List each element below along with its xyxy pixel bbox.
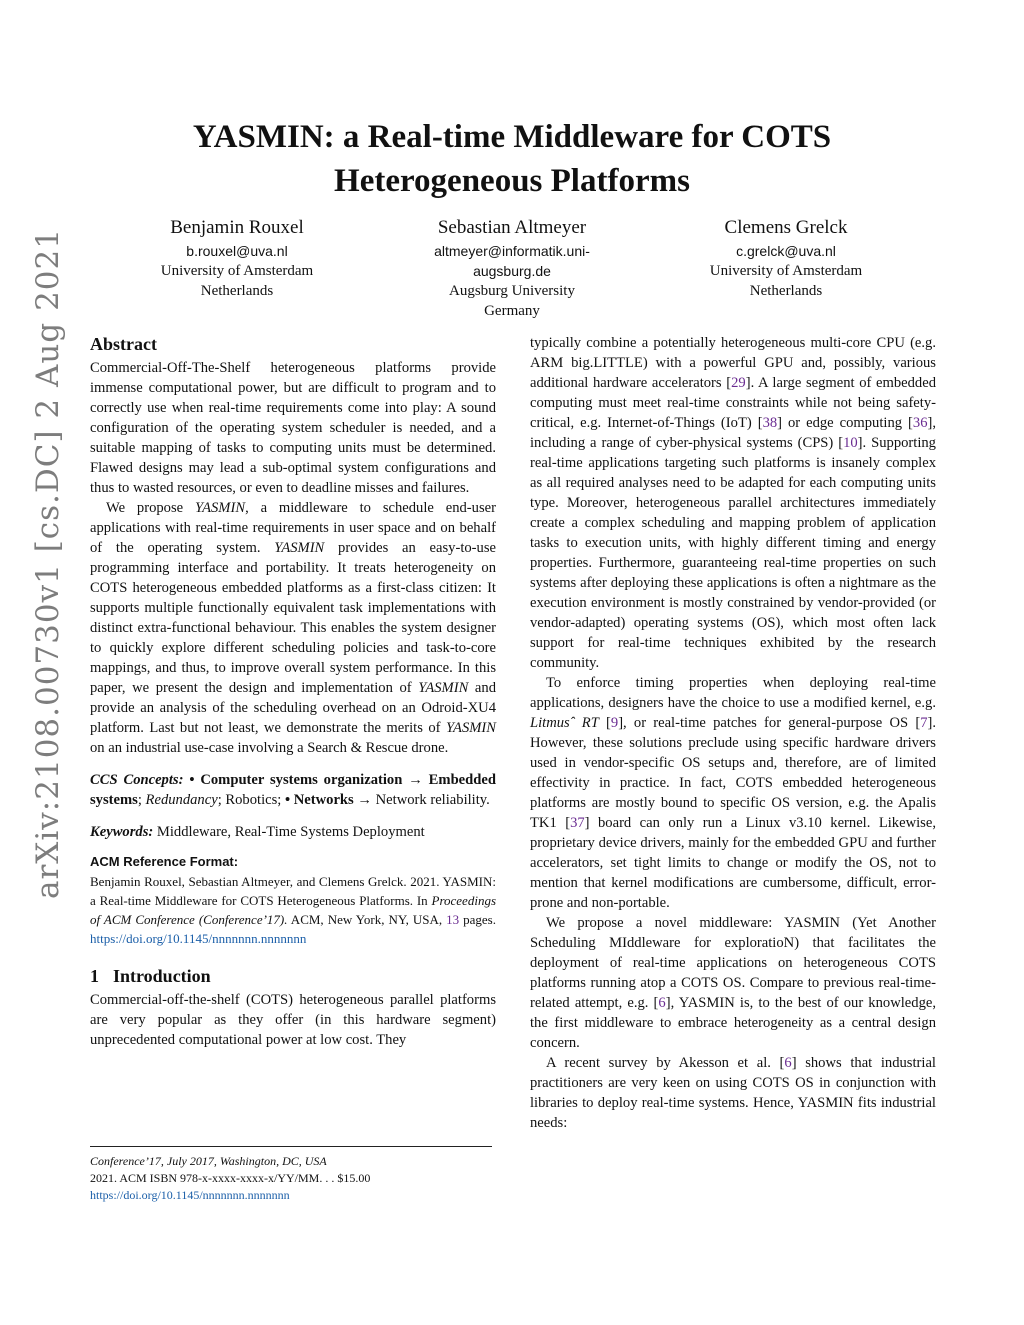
author-country: Germany [484, 303, 540, 319]
acm-reference-heading: ACM Reference Format: [90, 854, 239, 869]
footnote-doi-link[interactable]: https://doi.org/10.1145/nnnnnnn.nnnnnnn [90, 1188, 290, 1202]
citation-link[interactable]: 29 [731, 375, 746, 391]
author-affiliation: Augsburg University [449, 283, 575, 299]
abstract-heading: Abstract [90, 334, 157, 354]
author-name: Benjamin Rouxel [170, 217, 304, 238]
intro-paragraph-1-right: typically combine a potentially heterogeneous multi-core CPU (e.g. ARM big.LITTLE) with a powerful GPU and, possibly, various additional hardware accelerators [29]. A large segment of embedded computing must meet real-time constraints while not being safety-critical, e.g. Internet-of-Things (IoT) [38] or edge computing [36], including a range of cyber-physical systems (CPS) [10]. Supporting real-time applications targeting such platforms is insanely complex as all required analyses need to be adapted for each computing units type. Moreover, heterogeneous parallel architectures immediately create a complex scheduling and mapping problem of application tasks to execution units, with highly different timing and energy properties. Furthermore, guaranteeing real-time properties on such systems after deploying these applications is often a nightmare as the execution environment is mostly constrained by vendor-provided (or vendor-adapted) operating systems (OS), which most often lack support for real-time techniques exhibited by the research community. [530, 335, 937, 671]
arxiv-stamp-text: arXiv:2108.00730v1 [cs.DC] 2 Aug 2021 [30, 228, 66, 899]
author-3 [671, 216, 901, 301]
author-1 [122, 216, 352, 301]
intro-paragraph-2: To enforce timing properties when deploying real-time applications, designers have the choice to use a modified kernel, e.g. Litmusˆ RT [9], or real-time patches for general-purpose OS [7]. However, these solutions preclude using specific hardware drivers used in vendor-specific OS setups and, therefore, are of limited effectivity in practice. In fact, COTS embedded heterogeneous platforms are mostly bound to specific OS version, e.g. the Apalis TK1 [37] board can only run a Linux v3.10 kernel. Likewise, proprietary device drivers, mainly for the embedded GPU and further accelerators, set tight limits to change or modify the OS, not to mention that kernel modifications are cumbersome, difficult, error-prone and non-portable. [530, 675, 936, 911]
citation-link[interactable]: 6 [784, 1055, 792, 1071]
citation-link[interactable]: 6 [658, 995, 666, 1011]
author-country: Netherlands [200, 283, 274, 299]
paper-title: YASMIN: a Real-time Middleware for COTS Heterogeneous Platforms [192, 119, 832, 199]
author-2 [400, 216, 624, 321]
author-affiliation: University of Amsterdam [160, 263, 314, 279]
author-name: Sebastian Altmeyer [437, 217, 587, 238]
intro-paragraph-1-left: Commercial-off-the-shelf (COTS) heterogeneous parallel platforms are very popular as they offer (in this hardware segment) unprecedented computational power at low cost. They [90, 992, 496, 1048]
intro-paragraph-4: A recent survey by Akesson et al. [6] shows that industrial practitioners are very keen on using COTS OS in conjunction with libraries to deploy real-time systems. Hence, YASMIN fits industrial needs: [530, 1055, 936, 1131]
footnote-venue: Conference’17, July 2017, Washington, DC, USA [90, 1154, 327, 1168]
author-country: Netherlands [749, 283, 823, 299]
citation-link[interactable]: 37 [570, 815, 585, 831]
citation-link[interactable]: 38 [762, 415, 778, 431]
citation-link[interactable]: 7 [920, 715, 928, 731]
author-affiliation: University of Amsterdam [709, 263, 863, 279]
intro-paragraph-3: We propose a novel middleware: YASMIN (Yet Another Scheduling MIddleware for exploratioN) that facilitates the deployment of real-time applications on heterogeneous COTS platforms running atop a COTS OS. Compare to previous real-time-related attempt, e.g. [6], YASMIN is, to the best of our knowledge, the first middleware to embrace heterogeneity as a central design concern. [530, 915, 936, 1051]
author-email: altmeyer@informatik.uni-augsburg.de [434, 243, 590, 279]
citation-link[interactable]: 10 [843, 435, 858, 451]
acm-doi-link[interactable]: https://doi.org/10.1145/nnnnnnn.nnnnnnn [90, 931, 307, 946]
footnote [90, 1146, 492, 1204]
ccs-concepts: CCS Concepts: • Computer systems organization → Embedded systems; Redundancy; Robotics; • Networks → Network reliability. [90, 772, 496, 808]
author-email: c.grelck@uva.nl [736, 243, 836, 259]
acm-reference-text: Benjamin Rouxel, Sebastian Altmeyer, and Clemens Grelck. 2021. YASMIN: a Real-time Middleware for COTS Heterogeneous Platforms. In Proceedings of ACM Conference (Conference’17). ACM, New York, NY, USA, 13 pages. https://doi.org/10.1145/nnnnnnn.nnnnnnn [90, 874, 496, 946]
citation-link[interactable]: 36 [912, 415, 928, 431]
author-email: b.rouxel@uva.nl [186, 243, 288, 259]
author-name: Clemens Grelck [724, 217, 848, 238]
arxiv-stamp [28, 228, 68, 935]
footnote-isbn: 2021. ACM ISBN 978-x-xxxx-xxxx-x/YY/MM. . . $15.00 [90, 1171, 371, 1185]
introduction-heading: 1 Introduction [90, 966, 211, 986]
keywords: Keywords: Middleware, Real-Time Systems Deployment [90, 824, 425, 840]
abstract-paragraph-1: Commercial-Off-The-Shelf heterogeneous platforms provide immense computational power, but are difficult to program and to correctly use when real-time requirements come into play: A sound configuration of the operating system scheduler is needed, and a suitable mapping of tasks to computing units must be determined. Flawed designs may lead a sub-optimal system configurations and thus to wasted resources, or even to deadline misses and failures. [90, 360, 496, 496]
citation-link[interactable]: 9 [610, 715, 619, 731]
right-column [530, 333, 936, 1133]
abstract-paragraph-2: We propose YASMIN, a middleware to schedule end-user applications with real-time requirements in user space and on behalf of the operating system. YASMIN provides an easy-to-use programming interface and portability. It treats heterogeneity on COTS heterogeneous embedded platforms as a first-class citizen: It supports multiple functionally equivalent task implementations with distinct extra-functional behaviour. This enables the system designer to quickly explore different scheduling policies and task-to-core mappings, and thus, to improve overall system performance. In this paper, we present the design and implementation of YASMIN and provide an analysis of the scheduling overhead on an Odroid-XU4 platform. Last but not least, we demonstrate the merits of YASMIN on an industrial use-case involving a Search & Rescue drone. [90, 500, 496, 756]
left-column [90, 333, 496, 1050]
